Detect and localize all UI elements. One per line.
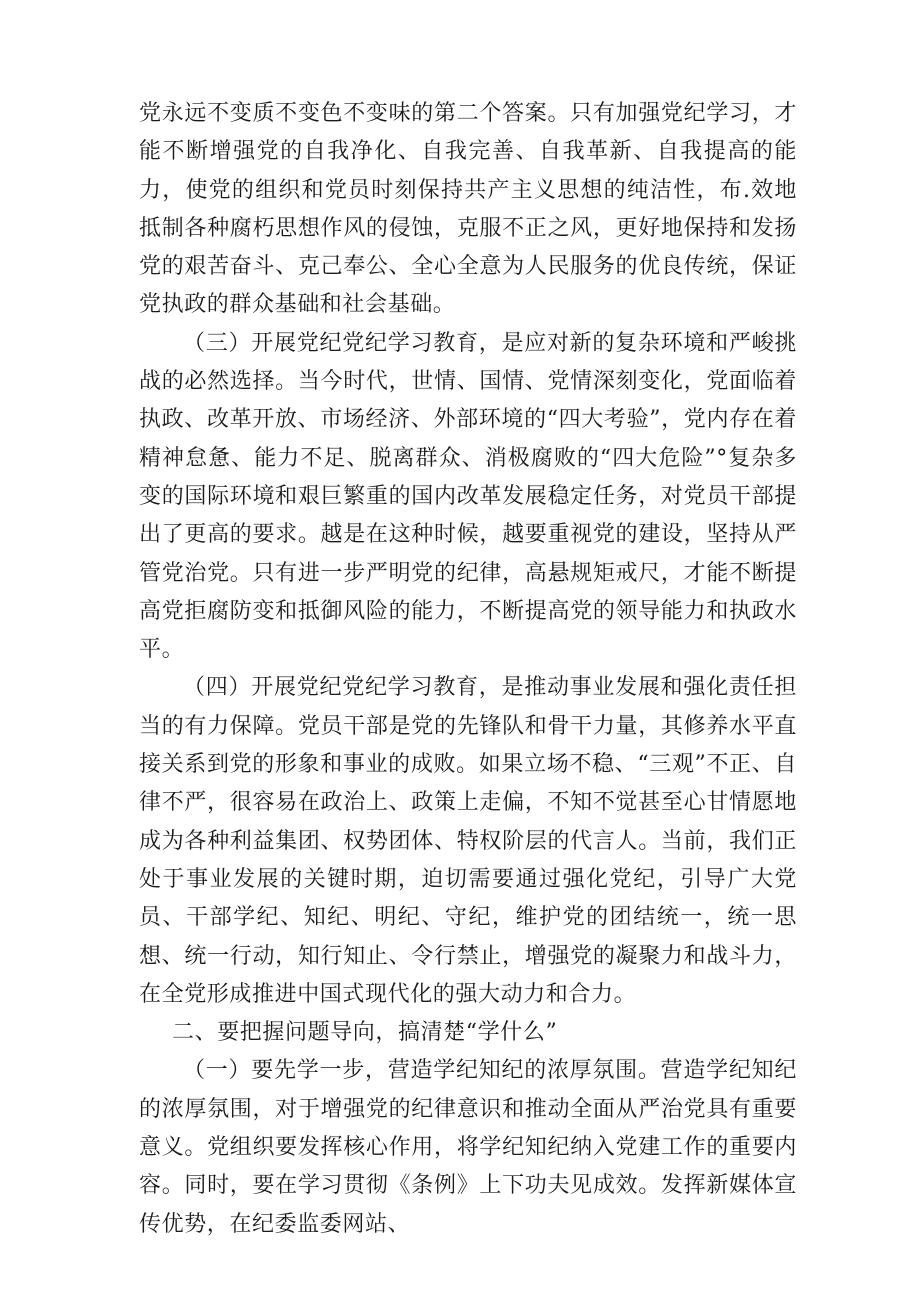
section-heading-two: 二、要把握问题导向，搞清楚“学什么”: [172, 1020, 558, 1046]
paragraph-subsection-one: （一）要先学一步，营造学纪知纪的浓厚氛围。营造学纪知纪的浓厚氛围，对于增强党的纪律意识和推动全面从严治党具有重要意义。党组织要发挥核心作用，将学纪知纪纳入党建工作的重要内容。同时，要在学习贯彻《条例》上下功夫见成效。发挥新媒体宣传优势，在纪委监委网站、: [139, 1058, 797, 1237]
paragraph-section-four: （四）开展党纪党纪学习教育，是推动事业发展和强化责任担当的有力保障。党员干部是党的先锋队和骨干力量，其修养水平直接关系到党的形象和事业的成败。如果立场不稳、“三观”不正、自律不严，很容易在政治上、政策上走偏，不知不觉甚至心甘情愿地成为各种利益集团、权势团体、特权阶层的代言人。当前，我们正处于事业发展的关键时期，迫切需要通过强化党纪，引导广大党员、干部学纪、知纪、明纪、守纪，维护党的团结统一，统一思想、统一行动，知行知止、令行禁止，增强党的凝聚力和战斗力，在全党形成推进中国式现代化的强大动力和合力。: [139, 675, 797, 1007]
paragraph-section-three: （三）开展党纪党纪学习教育，是应对新的复杂环境和严峻挑战的必然选择。当今时代，世情、国情、党情深刻变化，党面临着执政、改革开放、市场经济、外部环境的“四大考验”，党内存在着精神怠惫、能力不足、脱离群众、消极腐败的“四大危险”°复杂多变的国际环境和艰巨繁重的国内改革发展稳定任务，对党员干部提出了更高的要求。越是在这种时候，越要重视党的建设，坚持从严管党治党。只有进一步严明党的纪律，高悬规矩戒尺，才能不断提高党拒腐防变和抵御风险的能力，不断提高党的领导能力和执政水平。: [139, 330, 797, 663]
document-body: [139, 95, 797, 1244]
paragraph-continuation: 党永远不变质不变色不变味的第二个答案。只有加强党纪学习，才能不断增强党的自我净化、自我完善、自我革新、自我提高的能力，使党的组织和党员时刻保持共产主义思想的纯洁性，布.效地抵制各种腐朽思想作风的侵蚀，克服不正之风，更好地保持和发扬党的艰苦奋斗、克己奉公、全心全意为人民服务的优良传统，保证党执政的群众基础和社会基础。: [139, 101, 797, 318]
